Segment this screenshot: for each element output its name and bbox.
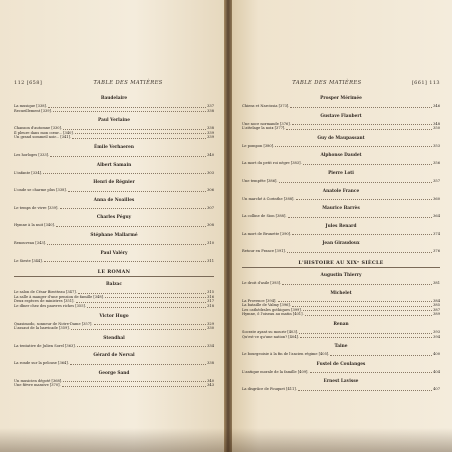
author-heading: Gustave Flaubert — [320, 113, 362, 119]
toc-entry — [242, 126, 440, 131]
toc-entry — [14, 206, 214, 211]
entry-page: 385 — [433, 303, 440, 308]
entry-title: La mort de Brunette [390]. — [242, 231, 292, 236]
dot-leader — [296, 199, 433, 200]
toc-entry — [14, 344, 214, 349]
entry-page: 346 — [433, 104, 440, 108]
entry-page: 330 — [207, 326, 214, 331]
entry-page: 329 — [207, 321, 214, 326]
entry-page: 384 — [433, 298, 440, 303]
author-heading: Gérard de Nerval — [93, 353, 135, 359]
entry-title: La salle à manger d'une pension de famille [348]. — [14, 294, 105, 299]
entry-title: Les horloges [333]. — [14, 152, 50, 157]
section-heading: L'HISTOIRE AU XIXᵉ SIÈCLE — [242, 260, 440, 268]
dot-leader — [105, 297, 206, 298]
dot-leader — [303, 164, 433, 165]
entry-page: 339 — [207, 135, 214, 140]
dot-leader — [310, 372, 433, 373]
entry-title: Un grand sommeil noir... [341]. — [14, 135, 72, 140]
entry-page: 394 — [433, 334, 440, 339]
toc-entry — [14, 188, 214, 193]
author-heading: Ernest Lavisse — [323, 379, 359, 385]
author-heading: Anatole France — [322, 188, 360, 194]
entry-title: Qu'est-ce qu'une nation? [404]. — [242, 334, 300, 339]
dot-leader — [300, 337, 432, 338]
toc-entry — [14, 259, 214, 264]
dot-leader — [303, 310, 432, 311]
entry-page: 340 — [207, 152, 214, 157]
entry-title: Les cathédrales gothiques [399]. — [242, 307, 302, 312]
dot-leader — [56, 226, 206, 227]
toc-entry — [14, 241, 214, 246]
right-running-head — [242, 80, 440, 86]
dot-leader — [279, 182, 433, 183]
entry-page: 306 — [207, 188, 214, 193]
entry-title: Il pleure dans mon cœur... [340]. — [14, 130, 74, 135]
dot-leader — [94, 324, 207, 325]
entry-title: L'infante [334]. — [14, 170, 43, 175]
entry-page: 360 — [433, 196, 440, 201]
dot-leader — [75, 133, 206, 134]
entry-title: La mort du petit roi nègre [383]. — [242, 161, 302, 166]
entry-page: 339 — [207, 130, 214, 135]
dot-leader — [60, 208, 207, 209]
author-heading: Baudelaire — [100, 96, 128, 101]
entry-title: Socrate ayant su mourir [403]. — [242, 329, 299, 334]
entry-page: 310 — [207, 240, 214, 245]
entry-page: 318 — [207, 303, 214, 308]
author-heading: Balzac — [106, 282, 122, 288]
author-heading: George Sand — [98, 370, 130, 376]
entry-page: 364 — [433, 214, 440, 219]
dot-leader — [287, 252, 432, 253]
left-folio: 112 [658] — [14, 80, 43, 86]
dot-leader — [43, 173, 206, 174]
entry-title: La ronde sur la pelouse [364]. — [14, 361, 69, 366]
dot-leader — [63, 129, 206, 130]
entry-title: Recueillement [339]. — [14, 108, 53, 113]
page-shadow — [0, 428, 452, 452]
author-heading: Paul Valéry — [100, 250, 128, 256]
entry-title: Hymne à la nuit [340]. — [14, 223, 56, 228]
entry-page: 376 — [433, 249, 440, 254]
toc-entry — [242, 179, 440, 184]
entry-title: Retour en France [391]. — [242, 249, 286, 254]
entry-page: 343 — [207, 383, 214, 388]
entry-title: La musique [338]. — [14, 104, 48, 108]
entry-page: 317 — [207, 299, 214, 304]
left-page — [0, 0, 224, 452]
toc-entry — [242, 197, 440, 202]
dot-leader — [286, 129, 432, 130]
toc-entry — [14, 135, 214, 140]
author-heading: Stéphane Mallarmé — [90, 232, 138, 238]
toc-entry — [14, 326, 214, 331]
entry-page: 315 — [207, 290, 214, 295]
dot-leader — [278, 301, 433, 302]
author-heading: Renan — [333, 321, 349, 327]
entry-page: 393 — [433, 329, 440, 334]
entry-page: 307 — [207, 205, 214, 210]
dot-leader — [87, 307, 206, 308]
toc-entry — [14, 223, 214, 228]
dot-leader — [70, 364, 206, 365]
toc-entry — [242, 249, 440, 254]
author-heading: Jean Giraudoux — [322, 241, 360, 247]
entry-page: 338 — [207, 126, 214, 131]
dot-leader — [298, 390, 432, 391]
author-heading: Michelet — [330, 290, 352, 296]
entry-page: 407 — [433, 387, 440, 392]
dot-leader — [305, 315, 433, 316]
author-heading: Anna de Noailles — [93, 197, 135, 203]
entry-page: 311 — [207, 258, 214, 263]
entry-title: Deux espèces de ministres [351]. — [14, 299, 75, 304]
entry-title: Un marché à Corinthe [388]. — [242, 196, 295, 201]
dot-leader — [299, 333, 432, 334]
book-gutter — [224, 0, 232, 452]
author-heading: Henri de Régnier — [93, 180, 135, 186]
dot-leader — [282, 284, 432, 285]
author-heading: Victor Hugo — [99, 313, 129, 319]
entry-title: Une noce normande [376]. — [242, 121, 291, 126]
entry-title: Chanson d'automne [330]. — [14, 126, 63, 131]
toc-entry — [242, 214, 440, 219]
dot-leader — [330, 355, 432, 356]
right-folio: [661] 113 — [411, 80, 440, 86]
dot-leader — [63, 381, 206, 382]
toc-entry — [242, 387, 440, 392]
dot-leader — [77, 346, 206, 347]
toc-entry — [242, 352, 440, 357]
entry-title: Hymne, ô l'oiseau au matin [401]. — [242, 312, 304, 317]
dot-leader — [288, 217, 433, 218]
entry-title: Une tempête [386]. — [242, 178, 278, 183]
entry-page: 374 — [433, 231, 440, 236]
entry-title: Le salon de César Birotteau [347]. — [14, 290, 77, 295]
dot-leader — [44, 261, 206, 262]
entry-page: 389 — [433, 312, 440, 317]
left-toc — [14, 96, 214, 388]
toc-entry — [14, 383, 214, 388]
author-heading: Paul Verlaine — [98, 118, 130, 124]
dot-leader — [290, 107, 432, 108]
entry-page: 340 — [207, 378, 214, 383]
entry-page: 357 — [433, 178, 440, 183]
author-heading: Augustin Thierry — [320, 272, 362, 278]
left-running-head — [14, 80, 214, 86]
entry-title: L'antique morale de la famille [409]. — [242, 369, 309, 374]
entry-page: 338 — [207, 361, 214, 366]
dot-leader — [72, 138, 206, 139]
entry-page: 353 — [433, 143, 440, 148]
entry-title: Chiens et Narcissia [373]. — [242, 104, 290, 108]
author-heading: Maurice Barrès — [322, 206, 360, 212]
dot-leader — [292, 234, 432, 235]
entry-title: L'onde se charme plus [338]. — [14, 188, 67, 193]
entry-title: La tentative de Julien Sorel [363]. — [14, 343, 76, 348]
toc-entry — [242, 312, 440, 317]
entry-title: Un musicien dégoté [368]. — [14, 378, 63, 383]
entry-title: Renouveau [343]. — [14, 240, 47, 245]
entry-title: Le dîner chez des pauvres riches [355]. — [14, 303, 87, 308]
entry-page: 316 — [207, 294, 214, 299]
entry-title: La colline de Sion [388]. — [242, 214, 287, 219]
toc-entry — [242, 335, 440, 340]
entry-title: Le temps de vivre [339]. — [14, 205, 59, 210]
entry-page: 303 — [207, 170, 214, 175]
dot-leader — [50, 156, 206, 157]
entry-page: 381 — [433, 280, 440, 285]
dot-leader — [275, 146, 432, 147]
entry-title: L'assaut de la barricade [359]. — [14, 326, 70, 331]
entry-title: La Provence [394]. — [242, 298, 277, 303]
toc-entry — [14, 153, 214, 158]
dot-leader — [292, 306, 432, 307]
section-heading: LE ROMAN — [14, 269, 214, 277]
author-heading: Fustel de Coulanges — [316, 361, 366, 367]
dot-leader — [71, 329, 206, 330]
entry-page: 348 — [433, 121, 440, 126]
entry-title: Le pompon [380]. — [242, 143, 275, 148]
toc-entry — [242, 104, 440, 109]
entry-page: 308 — [207, 223, 214, 228]
entry-page: 338 — [207, 108, 214, 113]
author-heading: Pierre Loti — [328, 170, 354, 176]
left-running-title: TABLE DES MATIÈRES — [93, 80, 163, 86]
author-heading: Jules Renard — [325, 223, 357, 229]
author-heading: Taine — [334, 344, 348, 350]
right-page — [232, 0, 452, 452]
entry-page: 404 — [433, 369, 440, 374]
dot-leader — [76, 302, 207, 303]
entry-page: 400 — [433, 352, 440, 357]
entry-title: Le droit d'asile [393]. — [242, 280, 282, 285]
entry-title: Le Sieste [344]. — [14, 258, 43, 263]
entry-title: Une fièvre massive [370]. — [14, 383, 61, 388]
author-heading: Stendhal — [103, 335, 125, 341]
toc-entry — [242, 370, 440, 375]
author-heading: Albert Samain — [96, 162, 132, 168]
author-heading: Émile Verhaeren — [93, 144, 135, 150]
right-toc — [242, 96, 440, 392]
toc-entry — [14, 361, 214, 366]
toc-entry — [14, 171, 214, 176]
toc-entry — [242, 144, 440, 149]
dot-leader — [78, 293, 206, 294]
toc-entry — [14, 304, 214, 309]
entry-page: 350 — [433, 126, 440, 131]
author-heading: Guy de Maupassant — [317, 135, 365, 141]
entry-title: La bataille de Valmy [396]. — [242, 303, 291, 308]
dot-leader — [292, 124, 432, 125]
dot-leader — [53, 111, 206, 112]
dot-leader — [47, 244, 206, 245]
entry-page: 387 — [433, 307, 440, 312]
entry-title: L'attelage la noix [377]. — [242, 126, 286, 131]
entry-page: 334 — [207, 343, 214, 348]
toc-entry — [242, 161, 440, 166]
toc-entry — [14, 109, 214, 114]
author-heading: Charles Péguy — [96, 215, 132, 221]
entry-page: 356 — [433, 161, 440, 166]
entry-page: 337 — [207, 104, 214, 108]
right-running-title: TABLE DES MATIÈRES — [292, 80, 362, 86]
toc-entry — [242, 281, 440, 286]
entry-title: La disgrâce de Fouquet [411]. — [242, 387, 297, 392]
toc-entry — [242, 232, 440, 237]
author-heading: Prosper Mérimée — [320, 96, 362, 101]
dot-leader — [62, 386, 206, 387]
entry-title: Quasimodo, sonneur de Notre-Dame [357]. — [14, 321, 93, 326]
entry-title: Le bourgeoisie à la fin de l'ancien régime [405]. — [242, 352, 330, 357]
dot-leader — [48, 107, 206, 108]
dot-leader — [68, 191, 206, 192]
author-heading: Alphonse Daudet — [320, 153, 362, 159]
